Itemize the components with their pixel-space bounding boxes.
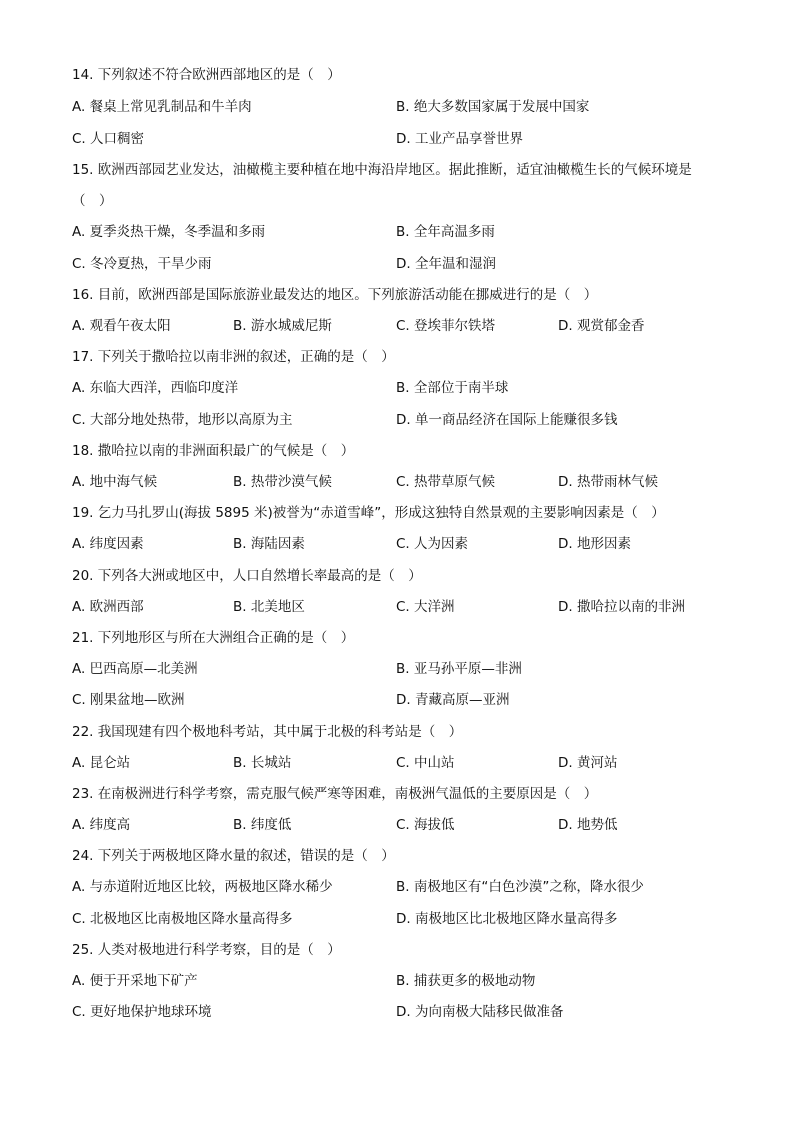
question-15-option-c: C. 冬冷夏热，干旱少雨 [72, 256, 212, 272]
question-23-option-a: A. 纬度高 [72, 817, 131, 833]
question-18-option-b: B. 热带沙漠气候 [233, 474, 332, 490]
question-22-stem [72, 723, 462, 741]
question-18-stem [72, 442, 354, 460]
question-25-stem [72, 941, 341, 959]
question-15-stem-continued: （ ） [72, 193, 113, 209]
question-17-option-a: A. 东临大西洋，西临印度洋 [72, 380, 239, 396]
question-25-option-d: D. 为向南极大陆移民做准备 [396, 1004, 564, 1020]
question-text: 下列各大洲或地区中，人口自然增长率最高的是（ ） [97, 568, 422, 584]
question-19-stem [72, 504, 665, 522]
question-19-option-b: B. 海陆因素 [233, 536, 305, 552]
question-16-stem [72, 286, 597, 304]
question-number: 24. [72, 848, 94, 864]
question-22-option-a: A. 昆仑站 [72, 755, 131, 771]
question-17-option-c: C. 大部分地处热带，地形以高原为主 [72, 412, 293, 428]
question-21-option-d: D. 青藏高原—亚洲 [396, 692, 510, 708]
question-number: 20. [72, 568, 94, 584]
question-14-option-c: C. 人口稠密 [72, 131, 145, 147]
question-21-option-b: B. 亚马孙平原—非洲 [396, 661, 522, 677]
question-number: 21. [72, 630, 94, 646]
question-text: 下列地形区与所在大洲组合正确的是（ ） [97, 630, 355, 646]
question-23-stem [72, 785, 597, 803]
question-25-option-c: C. 更好地保护地球环境 [72, 1004, 212, 1020]
question-15-option-d: D. 全年温和湿润 [396, 256, 496, 272]
question-17-option-b: B. 全部位于南半球 [396, 380, 509, 396]
question-21-option-c: C. 刚果盆地—欧洲 [72, 692, 185, 708]
question-14-option-b: B. 绝大多数国家属于发展中国家 [396, 99, 590, 115]
question-22-option-b: B. 长城站 [233, 755, 292, 771]
question-20-stem [72, 567, 422, 585]
question-23-option-d: D. 地势低 [558, 817, 618, 833]
question-15-option-b: B. 全年高温多雨 [396, 224, 495, 240]
question-number: 19. [72, 505, 94, 521]
question-20-option-d: D. 撒哈拉以南的非洲 [558, 599, 685, 615]
question-17-option-d: D. 单一商品经济在国际上能赚很多钱 [396, 412, 618, 428]
question-24-stem [72, 847, 395, 865]
question-number: 25. [72, 942, 94, 958]
question-25-option-b: B. 捕获更多的极地动物 [396, 973, 536, 989]
question-20-option-a: A. 欧洲西部 [72, 599, 144, 615]
question-22-option-c: C. 中山站 [396, 755, 455, 771]
question-17-stem [72, 348, 395, 366]
question-text: 撒哈拉以南的非洲面积最广的气候是（ ） [97, 443, 355, 459]
question-number: 18. [72, 443, 94, 459]
question-15-stem [72, 161, 692, 179]
question-14-option-d: D. 工业产品享誉世界 [396, 131, 523, 147]
question-18-option-a: A. 地中海气候 [72, 474, 158, 490]
question-16-option-c: C. 登埃菲尔铁塔 [396, 318, 496, 334]
question-15-option-a: A. 夏季炎热干燥，冬季温和多雨 [72, 224, 266, 240]
question-number: 16. [72, 287, 94, 303]
question-16-option-a: A. 观看午夜太阳 [72, 318, 171, 334]
question-number: 14. [72, 67, 94, 83]
question-number: 23. [72, 786, 94, 802]
question-16-option-d: D. 观赏郁金香 [558, 318, 645, 334]
question-21-stem [72, 629, 354, 647]
question-18-option-c: C. 热带草原气候 [396, 474, 496, 490]
question-24-option-d: D. 南极地区比北极地区降水量高得多 [396, 911, 618, 927]
question-23-option-c: C. 海拔低 [396, 817, 455, 833]
question-text: 欧洲西部园艺业发达，油橄榄主要种植在地中海沿岸地区。据此推断，适宜油橄榄生长的气候环境是 [97, 162, 692, 178]
question-text: 下列关于撒哈拉以南非洲的叙述，正确的是（ ） [97, 349, 395, 365]
question-text: 我国现建有四个极地科考站，其中属于北极的科考站是（ ） [97, 724, 463, 740]
question-18-option-d: D. 热带雨林气候 [558, 474, 658, 490]
question-19-option-d: D. 地形因素 [558, 536, 631, 552]
question-21-option-a: A. 巴西高原—北美洲 [72, 661, 198, 677]
question-20-option-b: B. 北美地区 [233, 599, 305, 615]
question-14-stem [72, 66, 341, 84]
question-24-option-a: A. 与赤道附近地区比较，两极地区降水稀少 [72, 879, 333, 895]
question-19-option-a: A. 纬度因素 [72, 536, 144, 552]
question-23-option-b: B. 纬度低 [233, 817, 292, 833]
question-19-option-c: C. 人为因素 [396, 536, 469, 552]
question-number: 22. [72, 724, 94, 740]
question-24-option-b: B. 南极地区有“白色沙漠”之称，降水很少 [396, 879, 644, 895]
question-20-option-c: C. 大洋洲 [396, 599, 455, 615]
question-16-option-b: B. 游水城威尼斯 [233, 318, 332, 334]
question-number: 15. [72, 162, 94, 178]
question-25-option-a: A. 便于开采地下矿产 [72, 973, 198, 989]
question-text: 目前，欧洲西部是国际旅游业最发达的地区。下列旅游活动能在挪威进行的是（ ） [97, 287, 598, 303]
question-text: 下列叙述不符合欧洲西部地区的是（ ） [97, 67, 341, 83]
question-text: 乞力马扎罗山(海拔 5895 米)被誉为“赤道雪峰”，形成这独特自然景观的主要影响因素是（ ） [97, 505, 665, 521]
question-24-option-c: C. 北极地区比南极地区降水量高得多 [72, 911, 293, 927]
question-number: 17. [72, 349, 94, 365]
question-text: 人类对极地进行科学考察，目的是（ ） [97, 942, 341, 958]
question-text: 下列关于两极地区降水量的叙述，错误的是（ ） [97, 848, 395, 864]
question-22-option-d: D. 黄河站 [558, 755, 618, 771]
question-text: 在南极洲进行科学考察，需克服气候严寒等困难，南极洲气温低的主要原因是（ ） [97, 786, 598, 802]
question-14-option-a: A. 餐桌上常见乳制品和牛羊肉 [72, 99, 252, 115]
